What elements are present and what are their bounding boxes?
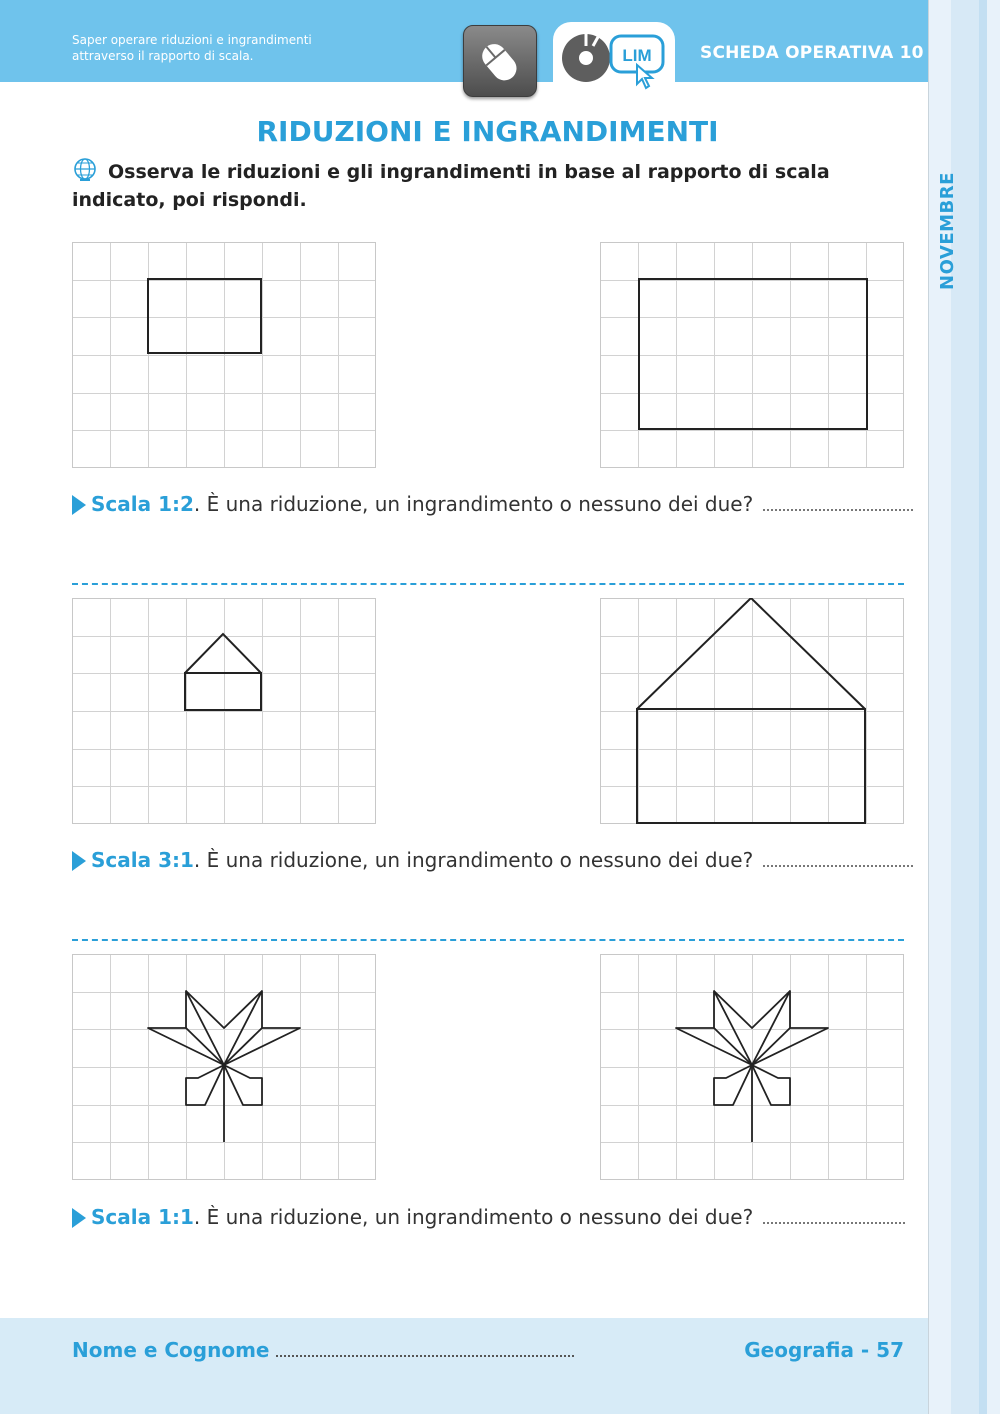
lim-label: LIM	[622, 46, 652, 65]
objective-line-2: attraverso il rapporto di scala.	[72, 49, 254, 63]
question-text: . È una riduzione, un ingrandimento o nessuno dei due?	[193, 492, 754, 516]
question-2	[72, 848, 902, 872]
answer-field[interactable]	[763, 865, 913, 867]
sheet-title: SCHEDA OPERATIVA 10	[700, 43, 924, 63]
house-large	[637, 598, 865, 823]
name-label: Nome e Cognome	[72, 1338, 270, 1362]
footer-bar	[0, 1318, 928, 1414]
answer-field[interactable]	[763, 509, 913, 511]
name-input-line[interactable]	[276, 1355, 574, 1357]
arrow-icon	[72, 1208, 86, 1228]
grid-ex3-right	[600, 954, 904, 1180]
scale-label: Scala 3:1	[91, 848, 194, 872]
instruction	[72, 158, 892, 214]
question-1	[72, 492, 902, 516]
arrow-icon	[72, 851, 86, 871]
month-text: NOVEMBRE	[937, 172, 958, 290]
grid-ex2-left	[72, 598, 376, 824]
month-label	[937, 172, 1000, 290]
lim-tab[interactable]	[553, 22, 675, 94]
scale-label: Scala 1:1	[91, 1205, 194, 1229]
globe-icon	[72, 158, 100, 182]
question-text: . È una riduzione, un ingrandimento o nessuno dei due?	[193, 848, 754, 872]
page-info: Geografia - 57	[744, 1338, 904, 1362]
grid-ex3-left	[72, 954, 376, 1180]
arrow-icon	[72, 495, 86, 515]
scale-label: Scala 1:2	[91, 492, 194, 516]
name-field	[72, 1338, 574, 1362]
cd-lim-icon	[553, 22, 675, 94]
grid-ex1-right	[600, 242, 904, 468]
separator	[72, 939, 904, 941]
rectangle-small	[148, 279, 261, 353]
question-text: . È una riduzione, un ingrandimento o nessuno dei due?	[193, 1205, 754, 1229]
interactive-mouse-button[interactable]	[463, 25, 537, 97]
page-title: RIDUZIONI E INGRANDIMENTI	[256, 115, 719, 148]
instruction-text: Osserva le riduzioni e gli ingrandimenti in base al rapporto di scala indicato, poi rispondi.	[72, 161, 830, 211]
separator	[72, 583, 904, 585]
mouse-icon	[464, 26, 536, 96]
house-small	[185, 634, 261, 710]
answer-field[interactable]	[763, 1222, 905, 1224]
grid-ex1-left	[72, 242, 376, 468]
learning-objective	[72, 32, 372, 64]
objective-line-1: Saper operare riduzioni e ingrandimenti	[72, 33, 312, 47]
question-3	[72, 1205, 902, 1229]
grid-ex2-right	[600, 598, 904, 824]
